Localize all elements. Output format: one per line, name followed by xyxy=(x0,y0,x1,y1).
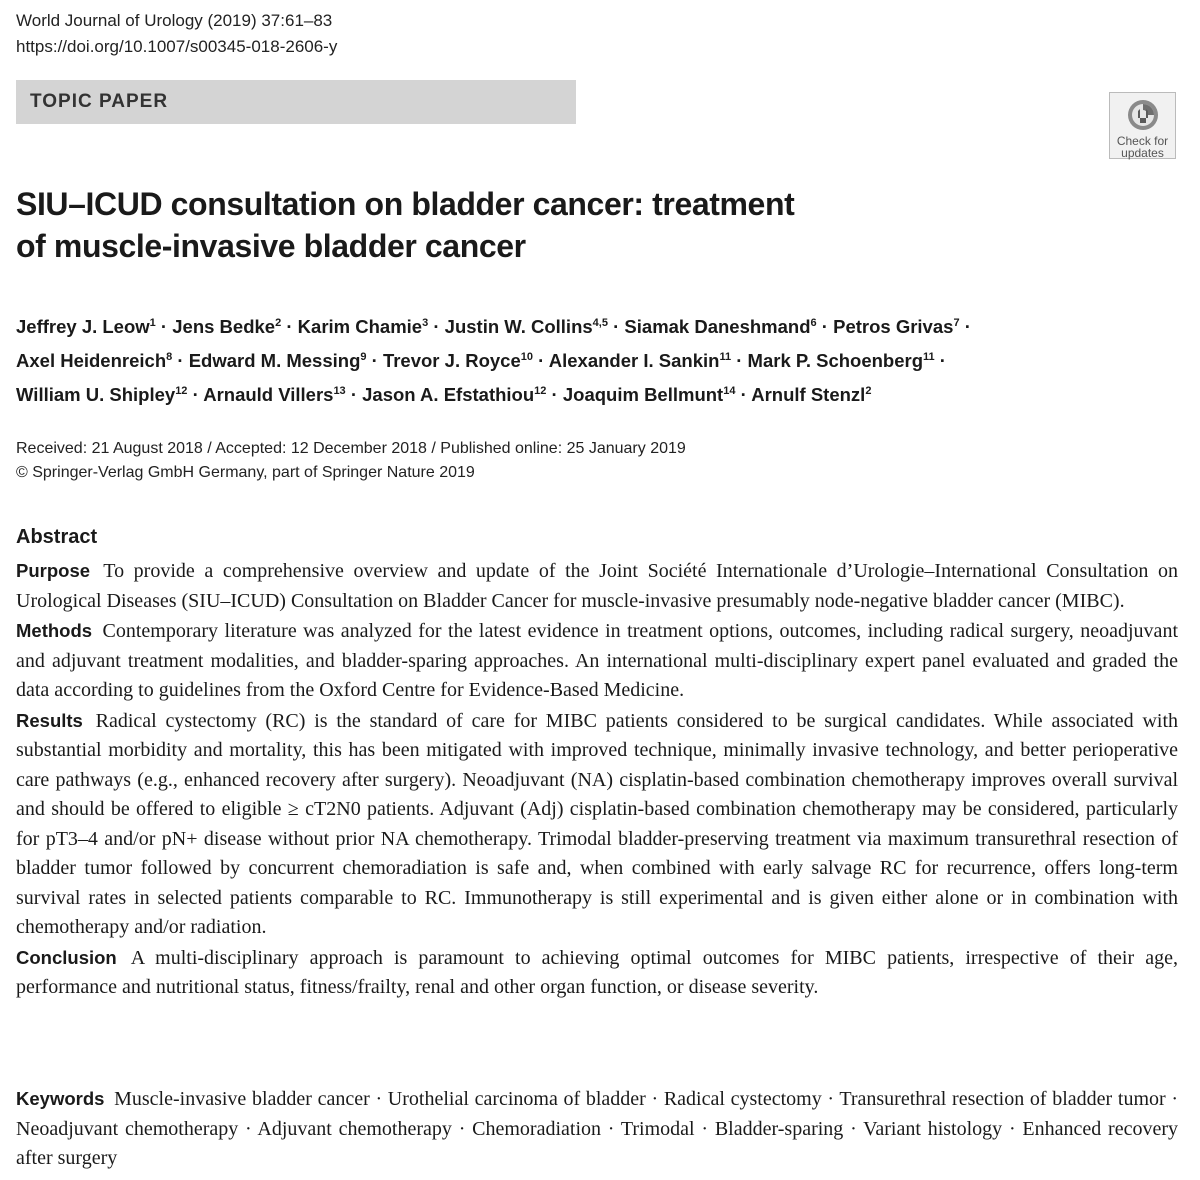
article-title xyxy=(16,183,916,267)
affiliation-mark: 8 xyxy=(166,351,173,364)
purpose-text: To provide a comprehensive overview and update of the Joint Société Internationale d’Urologie–International Consultation on Urological Diseases (SIU–ICUD) Consultation on Bladder Cancer for muscle-invasive presumably node-negative bladder cancer (MIBC). xyxy=(16,560,1179,612)
check-for-updates-badge[interactable] xyxy=(1109,92,1176,159)
journal-citation: World Journal of Urology (2019) 37:61–83 xyxy=(16,11,333,30)
title-line-2: of muscle-invasive bladder cancer xyxy=(16,228,526,264)
author[interactable]: Jason A. Efstathiou$^{12}$ xyxy=(362,384,547,406)
author[interactable]: Edward M. Messing$^9$ xyxy=(188,350,367,372)
author[interactable]: Siamak Daneshmand$^6$ xyxy=(624,316,817,338)
results-text: Radical cystectomy (RC) is the standard of care for MIBC patients considered to be surgical candidates. While associated with substantial morbidity and mortality, this has been mitigated with improved technique, minimally invasive technology, and better perioperative care pathways (e.g., enhanced recovery after surgery). Neoadjuvant (NA) cisplatin-based combination chemotherapy improves overall survival and should be offered to eligible ≥ cT2N0 patients. Adjuvant (Adj) cisplatin-based combination chemotherapy may be considered, particularly for pT3–4 and/or pN+ disease without prior NA chemotherapy. Trimodal bladder-preserving treatment via maximum transurethral resection of bladder tumor followed by concurrent chemoradiation is safe and, when combined with early salvage RC for recurrence, offers long-term survival rates in selected patients comparable to RC. Immunotherapy is still experimental and is given either alone or in combination with chemotherapy and/or radiation. xyxy=(16,709,1179,938)
check-line-2: updates xyxy=(1121,146,1164,160)
topic-banner xyxy=(16,80,576,124)
keywords-section xyxy=(16,1084,1178,1174)
author[interactable]: Mark P. Schoenberg$^{11}$ xyxy=(747,350,935,372)
methods-text: Contemporary literature was analyzed for the latest evidence in treatment options, outcomes, including radical surgery, neoadjuvant and adjuvant treatment modalities, and bladder-sparing approaches. An international multi-disciplinary expert panel evaluated and graded the data according to guidelines from the Oxford Centre for Evidence-Based Medicine. xyxy=(16,620,1178,701)
keywords-text: Muscle-invasive bladder cancer · Urothelial carcinoma of bladder · Radical cystectomy · Transurethral resection of bladder tumor · Neoadjuvant chemotherapy · Adjuvant chemotherapy · Chemoradiation · Trimodal · Bladder-sparing · Variant histology · Enhanced recovery after surgery xyxy=(16,1088,1179,1169)
crossmark-icon xyxy=(1126,98,1160,132)
abstract-purpose xyxy=(16,556,1178,616)
keywords-label: Keywords xyxy=(16,1088,105,1109)
affiliation-mark: 7 xyxy=(953,317,960,329)
affiliation-mark: 10 xyxy=(520,351,533,364)
author[interactable]: Petros Grivas$^7$ xyxy=(833,316,960,338)
affiliation-mark: 12 xyxy=(534,385,547,398)
publication-dates xyxy=(16,437,686,485)
author[interactable]: Justin W. Collins$^{4,5}$ xyxy=(444,316,608,338)
affiliation-mark: 12 xyxy=(175,385,188,398)
conclusion-label: Conclusion xyxy=(16,946,117,968)
affiliation-mark: 2 xyxy=(275,317,282,329)
received-accepted-published: Received: 21 August 2018 / Accepted: 12 December 2018 / Published online: 25 January 2019 xyxy=(16,440,686,457)
author[interactable]: Axel Heidenreich$^8$ xyxy=(16,350,173,372)
check-line-1: Check for xyxy=(1116,134,1169,148)
journal-header xyxy=(16,8,337,60)
author[interactable]: Jens Bedke$^2$ xyxy=(172,316,282,338)
author[interactable]: Arnulf Stenzl$^2$ xyxy=(751,384,872,406)
abstract-methods xyxy=(16,616,1178,706)
abstract-conclusion xyxy=(16,943,1178,1003)
affiliation-mark: 3 xyxy=(422,317,429,329)
abstract-body xyxy=(16,556,1178,1003)
methods-label: Methods xyxy=(16,620,93,641)
affiliation-mark: 4,5 xyxy=(592,317,608,329)
author[interactable]: Jeffrey J. Leow$^1$ xyxy=(16,316,156,338)
abstract-heading: Abstract xyxy=(16,526,98,548)
author[interactable]: Karim Chamie$^3$ xyxy=(297,316,429,338)
affiliation-mark: 1 xyxy=(149,317,156,329)
author-list: Jeffrey J. Leow$^1$ · Jens Bedke$^2$ · Karim Chamie$^3$ · Justin W. Collins$^{4,5}$ · Siamak Daneshmand$^6$ · Petros Grivas$^7$ · Axel Heidenreich$^8$ · Edward M. Messing$^9$ · Trevor J. Royce$^{10}$ · Alexander I. Sankin$^{11}$ · Mark P. Schoenberg$^{11}$ · William U. Shipley$^{12}$ · Arnauld Villers$^{13}$ · Jason A. Efstathiou$^{12}$ · Joaquim Bellmunt$^{14}$ · Arnulf Stenzl$^2$ xyxy=(16,316,971,406)
author[interactable]: Arnauld Villers$^{13}$ xyxy=(203,384,346,406)
affiliation-mark: 11 xyxy=(719,351,732,364)
affiliation-mark: 11 xyxy=(923,351,935,364)
title-line-1: SIU–ICUD consultation on bladder cancer: treatment xyxy=(16,186,795,222)
author[interactable]: William U. Shipley$^{12}$ xyxy=(16,384,188,406)
author[interactable]: Trevor J. Royce$^{10}$ xyxy=(382,350,533,372)
affiliation-mark: 13 xyxy=(333,385,346,398)
doi-link[interactable]: https://doi.org/10.1007/s00345-018-2606-y xyxy=(16,37,338,56)
affiliation-mark: 14 xyxy=(723,385,736,398)
author[interactable]: Alexander I. Sankin$^{11}$ xyxy=(548,350,732,372)
results-label: Results xyxy=(16,709,83,731)
affiliation-mark: 2 xyxy=(865,385,872,398)
copyright-line: © Springer-Verlag GmbH Germany, part of Springer Nature 2019 xyxy=(16,464,475,481)
affiliation-mark: 9 xyxy=(360,351,367,364)
conclusion-text: A multi-disciplinary approach is paramount to achieving optimal outcomes for MIBC patients, irrespective of their age, performance and nutritional status, fitness/frailty, renal and other organ function, or disease severity. xyxy=(16,946,1178,998)
topic-label: TOPIC PAPER xyxy=(30,91,169,112)
affiliation-mark: 6 xyxy=(810,317,817,329)
purpose-label: Purpose xyxy=(16,560,91,581)
author[interactable]: Joaquim Bellmunt$^{14}$ xyxy=(562,384,736,406)
abstract-results xyxy=(16,706,1178,943)
